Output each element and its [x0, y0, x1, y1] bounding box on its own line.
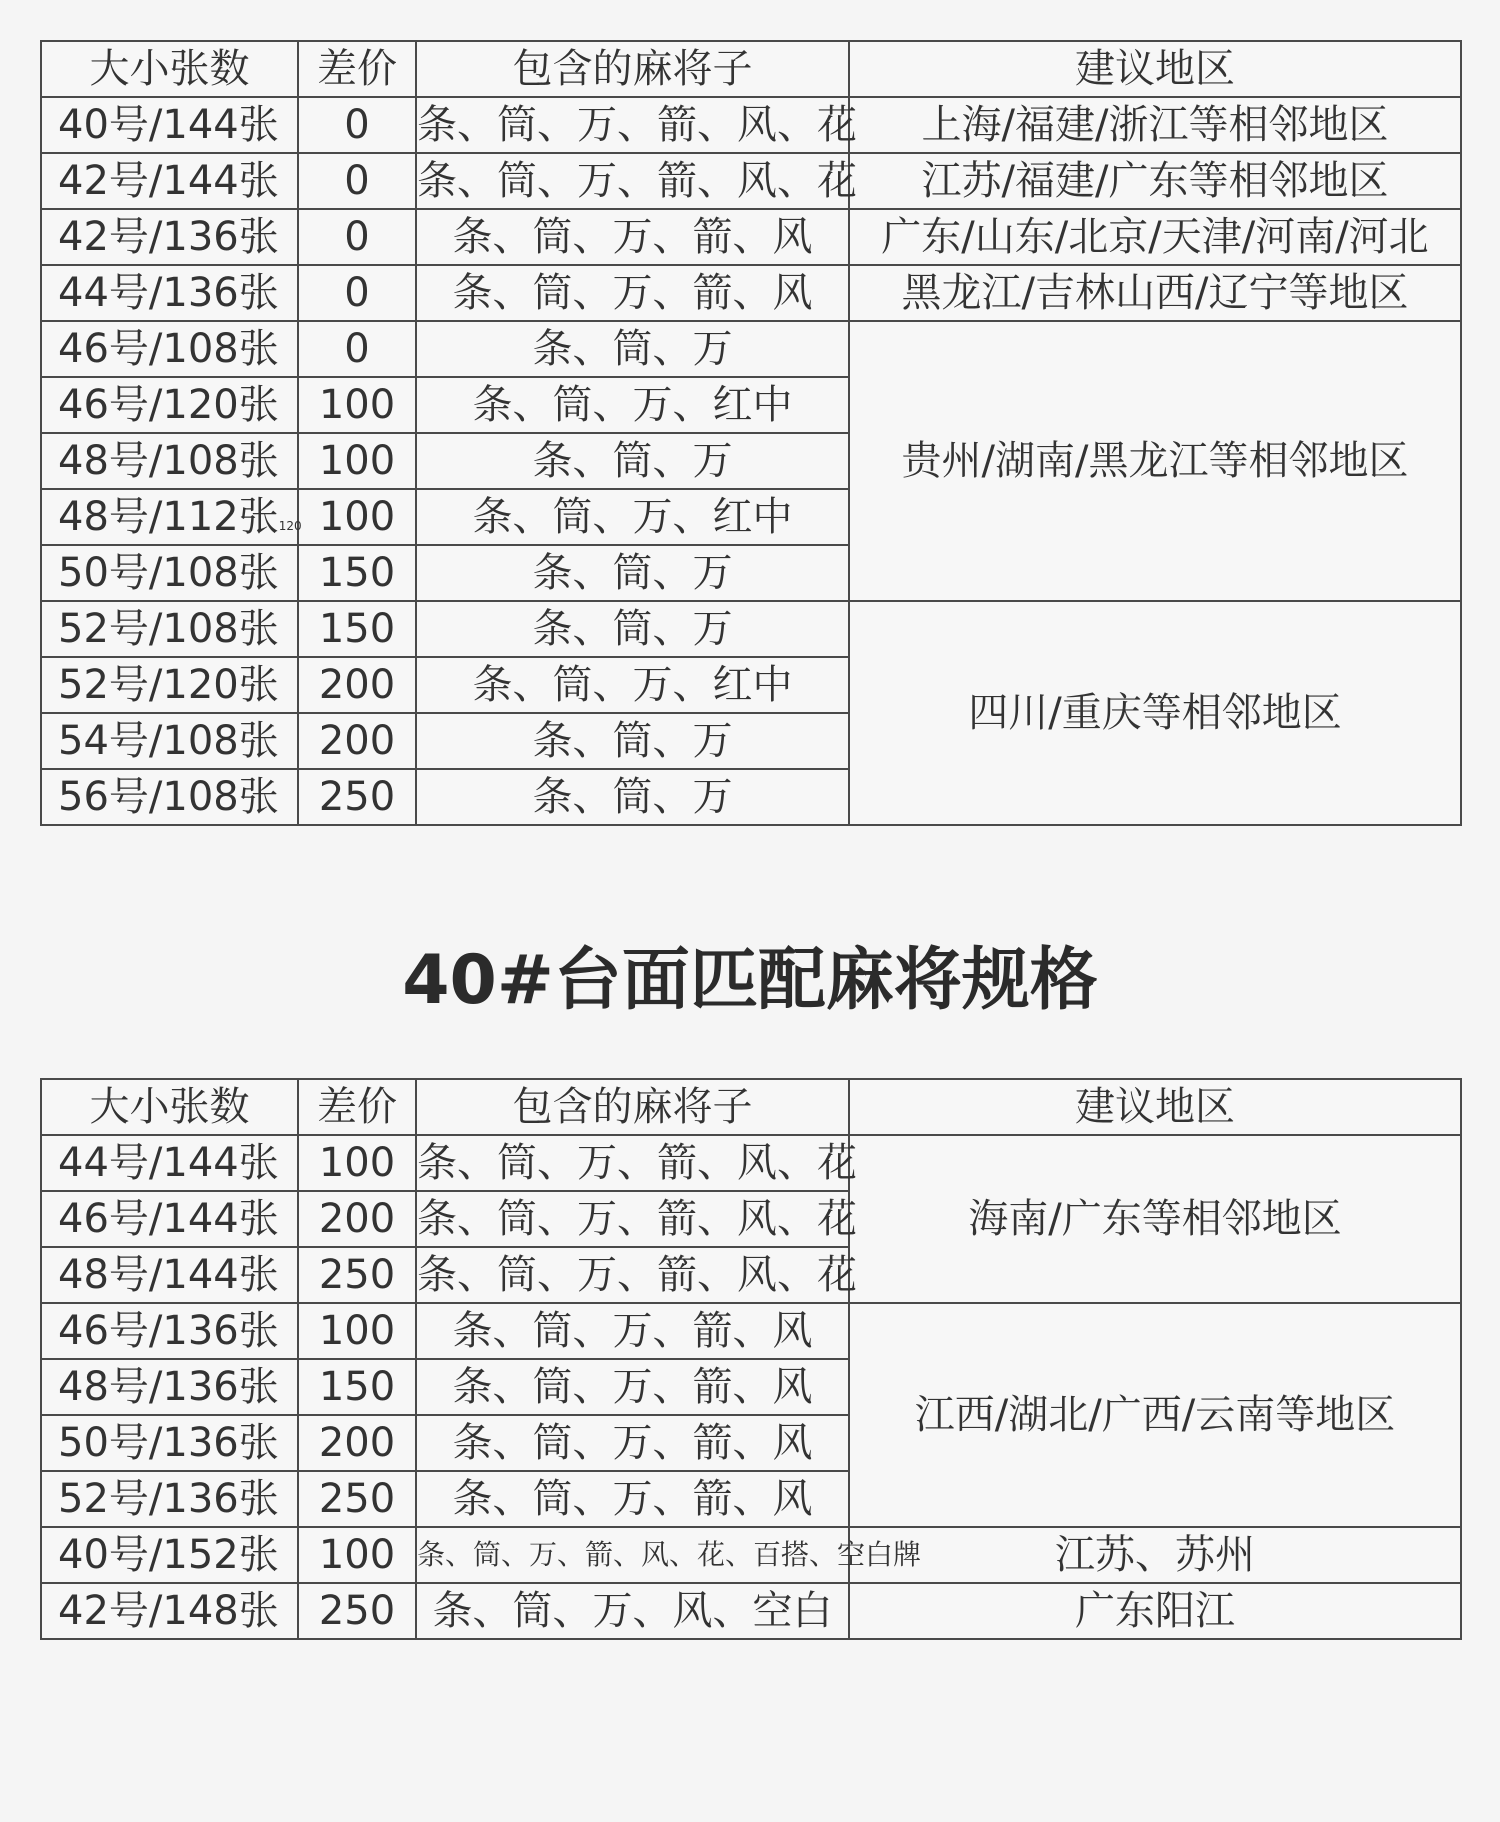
- tiles-cell: 条、筒、万、红中: [416, 377, 849, 433]
- price-cell: 100: [298, 1135, 416, 1191]
- price-cell: 100: [298, 489, 416, 545]
- tiles-cell: 条、筒、万、红中: [416, 489, 849, 545]
- price-cell: 250: [298, 1247, 416, 1303]
- region-cell: 广东/山东/北京/天津/河南/河北: [849, 209, 1461, 265]
- tiles-cell: 条、筒、万、箭、风: [416, 265, 849, 321]
- region-cell: 贵州/湖南/黑龙江等相邻地区: [849, 321, 1461, 601]
- size-cell: 46号/144张: [41, 1191, 298, 1247]
- tiles-cell: 条、筒、万: [416, 545, 849, 601]
- table-row: [41, 601, 1461, 657]
- tiles-cell: 条、筒、万、箭、风: [416, 1303, 849, 1359]
- size-text: 48号/112张: [58, 494, 279, 540]
- tiles-cell: 条、筒、万: [416, 433, 849, 489]
- size-cell: 46号/108张: [41, 321, 298, 377]
- size-cell: [41, 489, 302, 545]
- tiles-cell: 条、筒、万、风、空白: [416, 1583, 849, 1639]
- table-row: [41, 321, 1461, 377]
- price-cell: 150: [298, 1359, 416, 1415]
- tiles-cell: 条、筒、万、箭、风: [416, 1471, 849, 1527]
- size-cell: 50号/108张: [41, 545, 298, 601]
- size-cell: 42号/136张: [41, 209, 298, 265]
- price-cell: 200: [298, 1191, 416, 1247]
- price-cell: 100: [298, 1527, 416, 1583]
- region-cell: 海南/广东等相邻地区: [849, 1135, 1461, 1303]
- table-row: [41, 97, 1461, 153]
- table-row: [41, 209, 1461, 265]
- price-cell: 0: [298, 209, 416, 265]
- price-cell: 200: [298, 1415, 416, 1471]
- header-tiles: 包含的麻将子: [416, 41, 849, 97]
- table-row: [41, 265, 1461, 321]
- price-cell: 0: [298, 97, 416, 153]
- tiles-cell: 条、筒、万、箭、风: [416, 1415, 849, 1471]
- price-cell: 100: [298, 1303, 416, 1359]
- tiles-cell: 条、筒、万、箭、风、花、百搭、空白牌: [416, 1527, 849, 1583]
- tiles-cell: 条、筒、万、箭、风: [416, 209, 849, 265]
- table-row: [41, 153, 1461, 209]
- table-row: [41, 1303, 1461, 1359]
- table-row: [41, 1583, 1461, 1639]
- region-cell: 江苏/福建/广东等相邻地区: [849, 153, 1461, 209]
- region-cell: 四川/重庆等相邻地区: [849, 601, 1461, 825]
- price-cell: 250: [298, 1471, 416, 1527]
- region-cell: 广东阳江: [849, 1583, 1461, 1639]
- size-cell: 44号/144张: [41, 1135, 298, 1191]
- price-cell: 250: [298, 1583, 416, 1639]
- region-cell: 江西/湖北/广西/云南等地区: [849, 1303, 1461, 1527]
- tiles-cell: 条、筒、万、红中: [416, 657, 849, 713]
- tiles-cell: 条、筒、万、箭、风、花: [416, 1247, 849, 1303]
- price-cell: 250: [298, 769, 416, 825]
- price-cell: 0: [298, 265, 416, 321]
- price-cell: 150: [298, 545, 416, 601]
- region-cell: 黑龙江/吉林山西/辽宁等地区: [849, 265, 1461, 321]
- tiles-cell: 条、筒、万、箭、风: [416, 1359, 849, 1415]
- size-cell: 48号/144张: [41, 1247, 298, 1303]
- tiles-cell: 条、筒、万、箭、风、花: [416, 97, 849, 153]
- table-header-row: [41, 1079, 1461, 1135]
- table-row: [41, 1135, 1461, 1191]
- size-cell: 44号/136张: [41, 265, 298, 321]
- spec-table-2: [40, 1078, 1462, 1640]
- price-cell: 150: [298, 601, 416, 657]
- spec-table-1: [40, 40, 1462, 826]
- header-tiles: 包含的麻将子: [416, 1079, 849, 1135]
- table-row: [41, 1527, 1461, 1583]
- size-cell: 50号/136张: [41, 1415, 298, 1471]
- table-header-row: [41, 41, 1461, 97]
- size-cell: 40号/152张: [41, 1527, 298, 1583]
- price-cell: 200: [298, 713, 416, 769]
- size-cell: 42号/148张: [41, 1583, 298, 1639]
- tiles-cell: 条、筒、万、箭、风、花: [416, 1135, 849, 1191]
- tiles-cell: 条、筒、万: [416, 321, 849, 377]
- size-cell: 56号/108张: [41, 769, 298, 825]
- tiles-cell: 条、筒、万、箭、风、花: [416, 153, 849, 209]
- size-cell: 40号/144张: [41, 97, 298, 153]
- tiles-cell: 条、筒、万: [416, 601, 849, 657]
- size-cell: 48号/136张: [41, 1359, 298, 1415]
- header-region: 建议地区: [849, 1079, 1461, 1135]
- size-cell: 42号/144张: [41, 153, 298, 209]
- header-price: 差价: [298, 1079, 416, 1135]
- region-cell: 上海/福建/浙江等相邻地区: [849, 97, 1461, 153]
- header-region: 建议地区: [849, 41, 1461, 97]
- header-price: 差价: [298, 41, 416, 97]
- price-cell: 200: [298, 657, 416, 713]
- size-cell: 46号/136张: [41, 1303, 298, 1359]
- size-cell: 48号/108张: [41, 433, 298, 489]
- size-note: 120: [278, 519, 302, 533]
- size-cell: 52号/108张: [41, 601, 298, 657]
- header-size: 大小张数: [41, 1079, 298, 1135]
- price-cell: 100: [298, 433, 416, 489]
- tiles-cell: 条、筒、万: [416, 769, 849, 825]
- header-size: 大小张数: [41, 41, 298, 97]
- price-cell: 100: [298, 377, 416, 433]
- size-cell: 54号/108张: [41, 713, 298, 769]
- region-cell: 江苏、苏州: [849, 1527, 1461, 1583]
- tiles-cell: 条、筒、万: [416, 713, 849, 769]
- size-cell: 46号/120张: [41, 377, 298, 433]
- size-cell: 52号/136张: [41, 1471, 298, 1527]
- price-cell: 0: [298, 321, 416, 377]
- tiles-cell: 条、筒、万、箭、风、花: [416, 1191, 849, 1247]
- size-cell: 52号/120张: [41, 657, 298, 713]
- price-cell: 0: [298, 153, 416, 209]
- section-title: 40#台面匹配麻将规格: [402, 941, 1098, 1020]
